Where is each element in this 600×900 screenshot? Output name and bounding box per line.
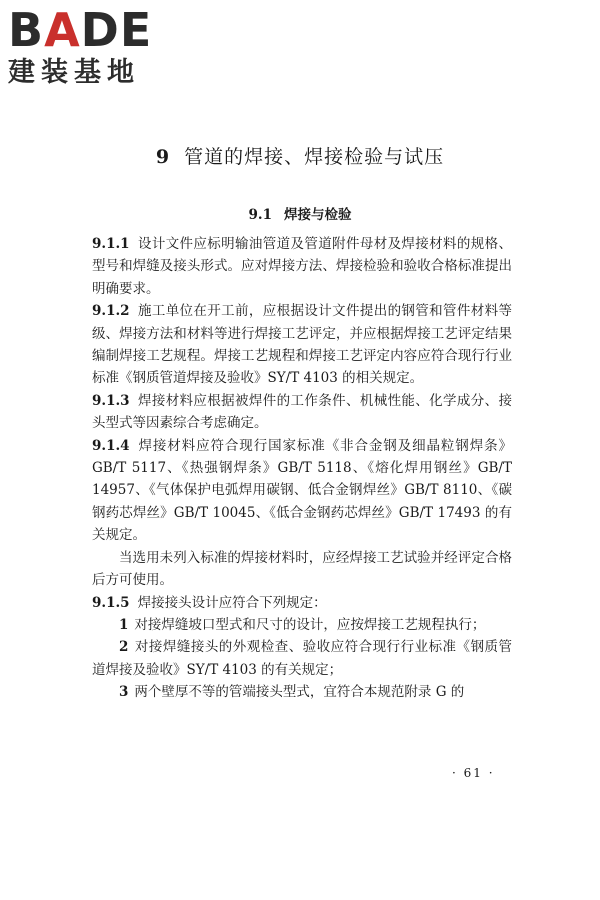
page-number: · 61 ·: [452, 766, 495, 780]
clause-number: 9.1.2: [92, 303, 130, 320]
clause-number: 9.1.3: [92, 392, 130, 409]
clause-text: 焊接接头设计应符合下列规定：: [137, 594, 327, 611]
chapter-title: 管道的焊接、焊接检验与试压: [184, 146, 445, 168]
clause-paragraph: [92, 233, 512, 300]
item-text: 两个壁厚不等的管端接头型式，宜符合本规范附录 G 的: [134, 684, 465, 701]
logo-wordmark: BADE: [8, 3, 153, 57]
list-item: [92, 681, 512, 703]
section-heading: [0, 203, 600, 223]
item-number: 3: [119, 684, 129, 701]
chapter-number: 9: [155, 146, 171, 168]
clause-text: 焊接材料应根据被焊件的工作条件、机械性能、化学成分、接头型式等因素综合考虑确定。: [92, 392, 512, 432]
clause-paragraph: [92, 300, 512, 390]
logo: [8, 3, 178, 92]
continuation-paragraph: [92, 547, 512, 592]
clause-text: 施工单位在开工前，应根据设计文件提出的钢管和管件材料等级、焊接方法和材料等进行焊接工艺评定，并应根据焊接工艺评定结果编制焊接工艺规程。焊接工艺规程和焊接工艺评定内容应符合现行行业标准《钢质管道焊接及验收》SY/T 4103 的相关规定。: [92, 303, 512, 387]
item-number: 2: [119, 639, 129, 656]
clause-number: 9.1.5: [92, 594, 130, 611]
clause-text: 设计文件应标明输油管道及管道附件母材及焊接材料的规格、型号和焊缝及接头形式。应对焊接方法、焊接检验和验收合格标准提出明确要求。: [92, 236, 512, 297]
item-text: 对接焊缝接头的外观检查、验收应符合现行行业标准《钢质管道焊接及验收》SY/T 4103 的有关规定；: [92, 639, 512, 678]
clause-number: 9.1.4: [92, 437, 130, 454]
chapter-heading: [0, 142, 600, 169]
item-text: 对接焊缝坡口型式和尺寸的设计，应按焊接工艺规程执行；: [134, 616, 486, 633]
clause-number: 9.1.1: [92, 236, 130, 252]
section-number: 9.1: [248, 207, 272, 223]
body-text: [92, 233, 512, 704]
list-item: [92, 614, 512, 636]
list-item: [92, 636, 512, 681]
section-title: 焊接与检验: [284, 207, 352, 223]
logo-subtitle: 建装基地: [8, 57, 140, 88]
paragraph-text: 当选用未列入标准的焊接材料时，应经焊接工艺试验并经评定合格后方可使用。: [92, 549, 512, 589]
clause-text: 焊接材料应符合现行国家标准《非合金钢及细晶粒钢焊条》GB/T 5117、《热强钢焊条》GB/T 5118、《熔化焊用钢丝》GB/T 14957、《气体保护电弧焊用碳钢、低合金钢焊丝》GB/T 8110、《碳钢药芯焊丝》GB/T 10045、《低合金钢药芯焊丝》GB/T 17493 的有关规定。: [92, 437, 512, 544]
clause-paragraph: [92, 435, 512, 547]
clause-paragraph: [92, 592, 512, 614]
clause-paragraph: [92, 390, 512, 435]
item-number: 1: [119, 616, 129, 633]
